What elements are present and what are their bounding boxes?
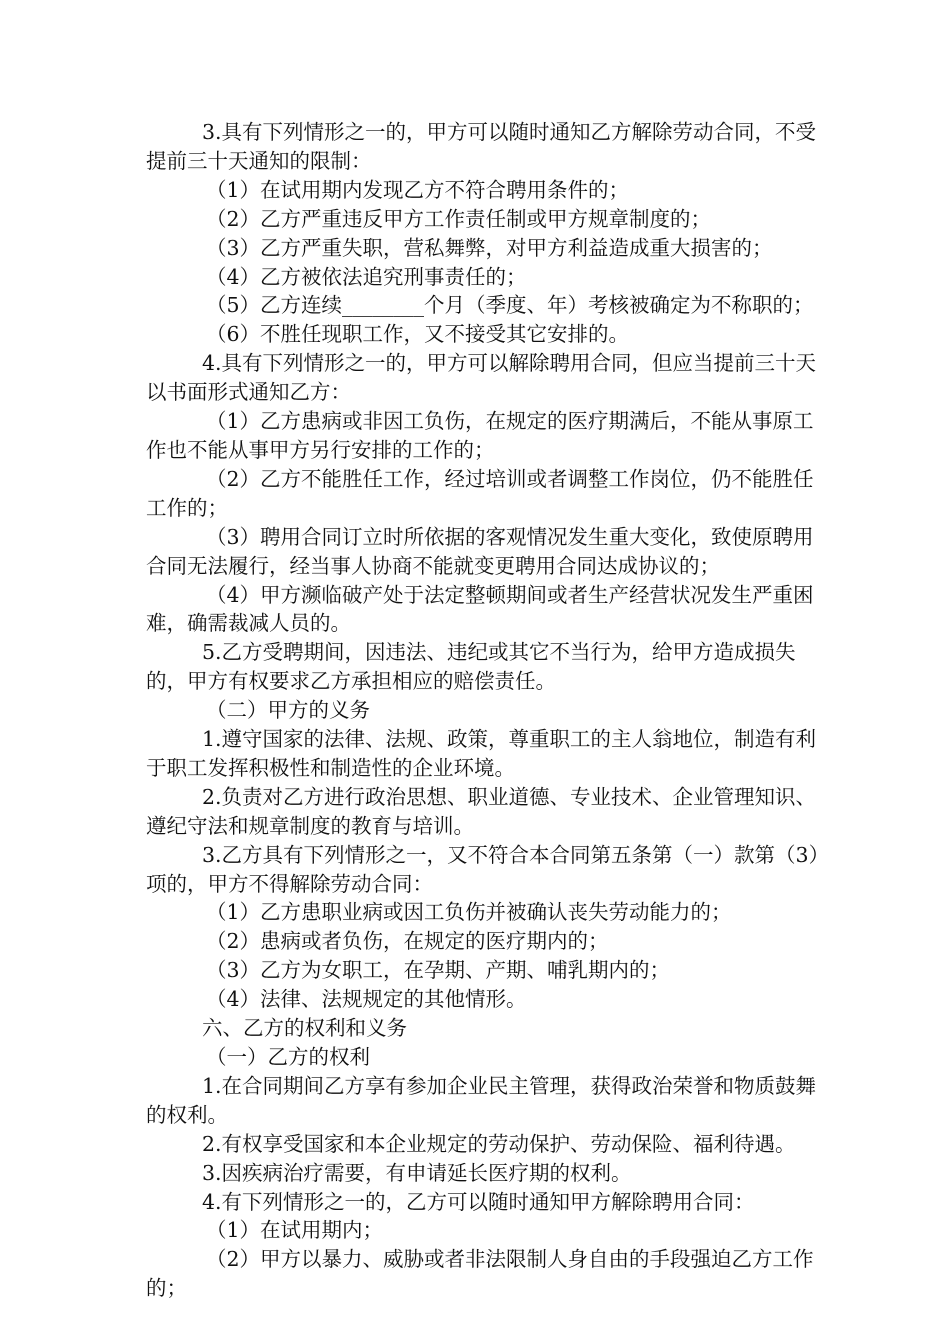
paragraph: （1）在试用期内；: [206, 1218, 384, 1243]
paragraph: 1.遵守国家的法律、法规、政策，尊重职工的主人翁地位，制造有利于职工发挥积极性和制造性的企业环境。: [146, 727, 817, 780]
paragraph: 3.具有下列情形之一的，甲方可以随时通知乙方解除劳动合同，不受提前三十天通知的限制：: [146, 120, 817, 173]
document-page: [146, 118, 826, 1303]
paragraph: 3.乙方具有下列情形之一，又不符合本合同第五条第（一）款第（3）项的，甲方不得解除劳动合同：: [146, 842, 819, 896]
paragraph: 2.有权享受国家和本企业规定的劳动保护、劳动保险、福利待遇。: [202, 1131, 796, 1156]
paragraph: （1）在试用期内发现乙方不符合聘用条件的；: [206, 177, 630, 202]
paragraph: （3）乙方为女职工，在孕期、产期、哺乳期内的；: [206, 958, 671, 983]
paragraph: 1.在合同期间乙方享有参加企业民主管理，获得政治荣誉和物质鼓舞的权利。: [146, 1073, 817, 1127]
paragraph: 2.负责对乙方进行政治思想、职业道德、专业技术、企业管理知识、遵纪守法和规章制度的教育与培训。: [146, 784, 817, 838]
paragraph: （4）甲方濒临破产处于法定整顿期间或者生产经营状况发生严重困难，确需裁减人员的。: [146, 582, 814, 636]
paragraph: 4.有下列情形之一的，乙方可以随时通知甲方解除聘用合同：: [202, 1189, 755, 1214]
paragraph: 3.因疾病治疗需要，有申请延长医疗期的权利。: [202, 1160, 632, 1185]
paragraph: 六、乙方的权利和义务: [202, 1016, 407, 1041]
paragraph: （2）乙方严重违反甲方工作责任制或甲方规章制度的；: [206, 206, 712, 231]
paragraph: 5.乙方受聘期间，因违法、违纪或其它不当行为，给甲方造成损失的，甲方有权要求乙方承担相应的赔偿责任。: [146, 640, 796, 694]
paragraph: （4）乙方被依法追究刑事责任的；: [206, 264, 527, 289]
paragraph: （2）乙方不能胜任工作，经过培训或者调整工作岗位，仍不能胜任工作的；: [146, 466, 814, 520]
paragraph: （2）患病或者负伤，在规定的医疗期内的；: [206, 929, 609, 954]
paragraph: （1）乙方患病或非因工负伤，在规定的医疗期满后，不能从事原工作也不能从事甲方另行安排的工作的；: [146, 409, 814, 462]
paragraph: （一）乙方的权利: [206, 1045, 370, 1069]
paragraph: （6）不胜任现职工作，又不接受其它安排的。: [206, 322, 630, 347]
paragraph: （5）乙方连续________个月（季度、年）考核被确定为不称职的；: [206, 293, 814, 318]
paragraph: （3）乙方严重失职，营私舞弊，对甲方利益造成重大损害的；: [206, 235, 773, 260]
paragraph: （1）乙方患职业病或因工负伤并被确认丧失劳动能力的；: [206, 900, 732, 925]
paragraph: （4）法律、法规规定的其他情形。: [206, 987, 527, 1012]
paragraph: 4.具有下列情形之一的，甲方可以解除聘用合同，但应当提前三十天以书面形式通知乙方：: [146, 351, 817, 405]
paragraph: （3）聘用合同订立时所依据的客观情况发生重大变化，致使原聘用合同无法履行，经当事人协商不能就变更聘用合同达成协议的；: [146, 524, 814, 578]
paragraph: （二）甲方的义务: [206, 698, 370, 723]
paragraph: （2）甲方以暴力、威胁或者非法限制人身自由的手段强迫乙方工作的；: [146, 1247, 814, 1301]
